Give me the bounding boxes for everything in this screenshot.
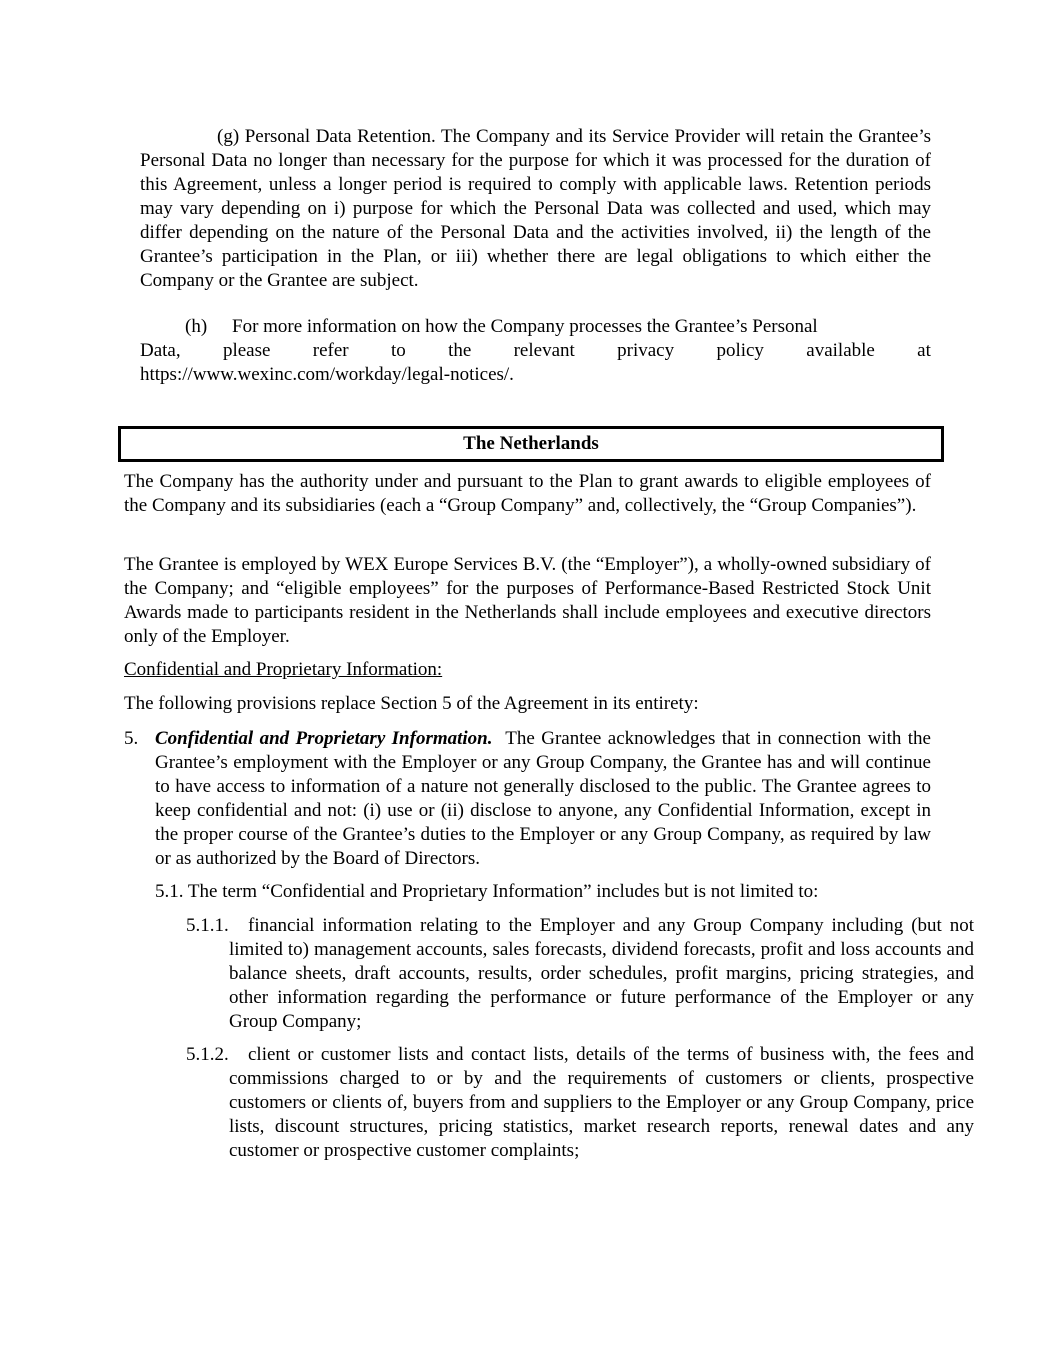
clause-5-1: 5.1. The term “Confidential and Proprietary Information” includes but is not limited to: xyxy=(155,881,819,902)
paragraph-h-line1 xyxy=(140,315,931,339)
clause-5-1-2-number: 5.1.2. xyxy=(186,1044,229,1065)
h-word: at xyxy=(917,340,931,361)
replace-section-text: The following provisions replace Section 5 of the Agreement in its entirety: xyxy=(124,693,699,714)
clause-5-number: 5. xyxy=(124,728,139,749)
netherlands-paragraph-authority: The Company has the authority under and pursuant to the Plan to grant awards to eligible employees of the Company and its subsidiaries (each a “Group Company” and, collectively, the “Group Companies”). xyxy=(124,471,931,516)
section-heading-netherlands: The Netherlands xyxy=(118,426,944,462)
clause-5-text: The Grantee acknowledges that in connection with the Grantee’s employment with the Employer or any Group Company, the Grantee has and will continue to have access to information of a nature not generally disclosed to the public. The Grantee agrees to keep confidential and not: (i) use or (ii) disclose to anyone, any Confidential Information, except in the proper course of the Grantee’s duties to the Employer or any Group Company, as required by law or as authorized by the Board of Directors. xyxy=(155,728,931,869)
h-word: Data, xyxy=(140,340,181,361)
clause-5-body xyxy=(155,727,931,871)
h-word: privacy xyxy=(617,340,675,361)
clause-5-title: Confidential and Proprietary Information. xyxy=(155,728,493,749)
h-word: relevant xyxy=(513,340,575,361)
clause-5 xyxy=(124,727,931,871)
h-word: the xyxy=(448,340,472,361)
h-word: to xyxy=(390,340,406,361)
h-word: available xyxy=(806,340,875,361)
clause-5-1-1-text: financial information relating to the Employer and any Group Company including (but not limited to) management accounts, sales forecasts, dividend forecasts, profit and loss accounts and balance sheets, draft accounts, results, order schedules, profit margins, pricing strategies, and other information regarding the performance or future performance of the Employer or any Group Company; xyxy=(229,915,974,1032)
clause-5-1-2 xyxy=(186,1043,974,1163)
confidential-info-heading: Confidential and Proprietary Information: xyxy=(124,659,443,680)
clause-5-1-1-number: 5.1.1. xyxy=(186,915,229,936)
paragraph-h-label: (h) xyxy=(185,316,208,337)
paragraph-h-line1-text: For more information on how the Company processes the Grantee’s Personal xyxy=(232,316,818,337)
paragraph-h-line2 xyxy=(140,339,931,363)
privacy-policy-url: https://www.wexinc.com/workday/legal-notices/. xyxy=(140,364,514,385)
clause-5-1-2-text: client or customer lists and contact lists, details of the terms of business with, the fees and commissions charged to or by and the requirements of customers or clients, prospective customers or clients of, buyers from and suppliers to the Employer or any Group Company, price lists, discount structures, pricing statistics, market research reports, renewal dates and any customer or prospective customer complaints; xyxy=(229,1044,974,1161)
paragraph-g-personal-data-retention: (g) Personal Data Retention. The Company and its Service Provider will retain the Grantee’s Personal Data no longer than necessary for the purpose for which it was processed for the duration of this Agreement, unless a longer period is required to comply with applicable laws. Retention periods may vary depending on i) purpose for which the Personal Data was collected and used, which may differ depending on the nature of the Personal Data and the activities involved, ii) the length of the Grantee’s participation in the Plan, or iii) whether there are legal obligations to which either the Company or the Grantee are subject. xyxy=(140,126,931,291)
h-word: policy xyxy=(716,340,764,361)
h-word: please xyxy=(222,340,271,361)
paragraph-h-privacy-policy xyxy=(140,315,931,387)
h-word: refer xyxy=(312,340,349,361)
clause-5-1-1 xyxy=(186,914,974,1034)
netherlands-paragraph-employer: The Grantee is employed by WEX Europe Services B.V. (the “Employer”), a wholly-owned subsidiary of the Company; and “eligible employees” for the purposes of Performance-Based Restricted Stock Unit Awards made to participants resident in the Netherlands shall include employees and executive directors only of the Employer. xyxy=(124,554,931,647)
